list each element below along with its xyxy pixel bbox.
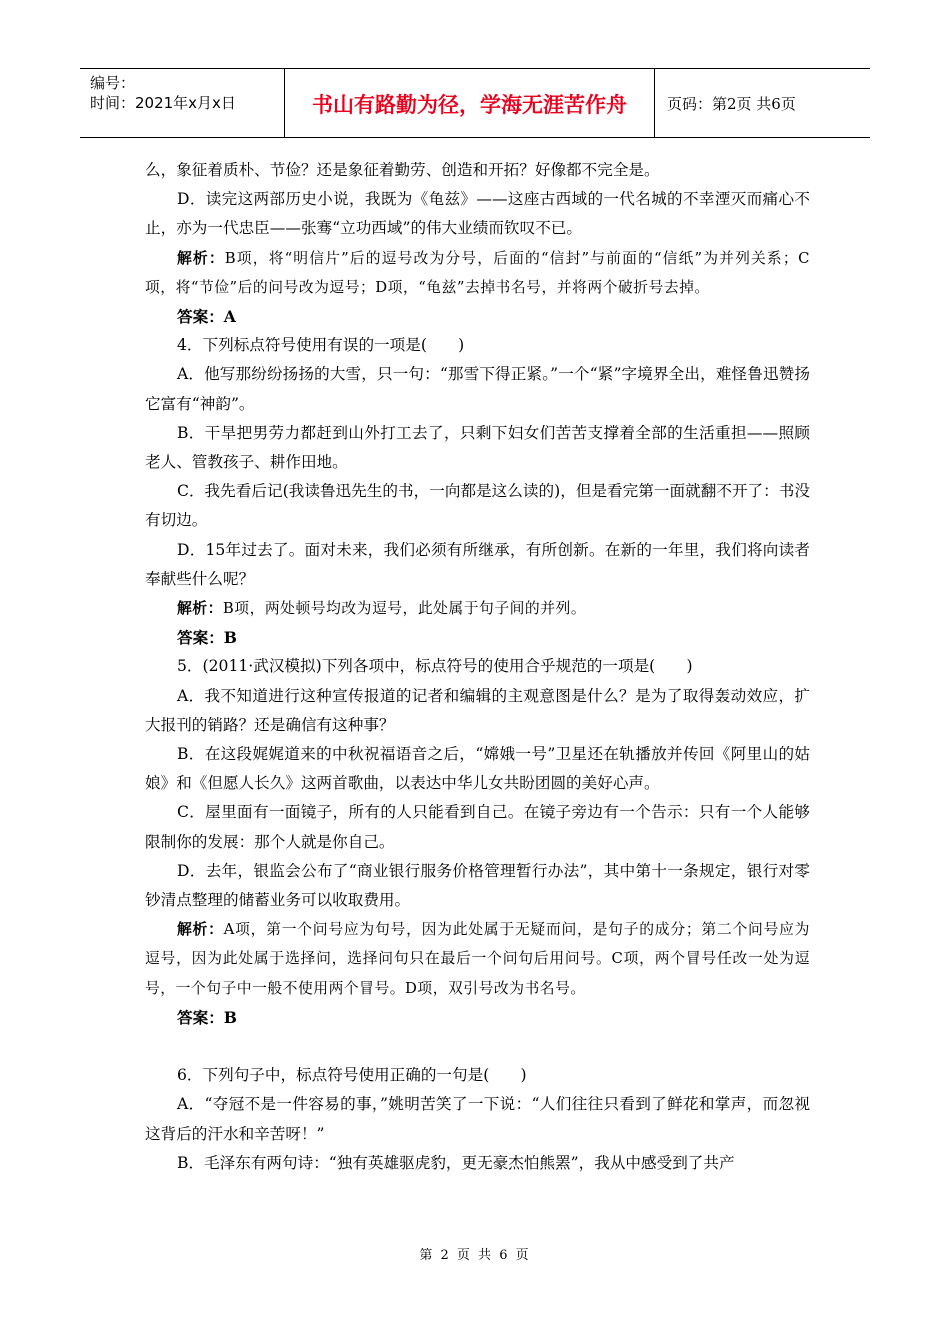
number-label: 编号： (90, 74, 136, 92)
header-page-info: 页码：第2页 共6页 (667, 94, 796, 113)
question-4: 4．下列标点符号使用有误的一项是( ) (177, 336, 465, 355)
analysis-label: 解析： (177, 600, 223, 618)
answer-4: 答案：B (177, 628, 237, 648)
analysis-3 (145, 244, 810, 302)
analysis-4 (145, 594, 810, 623)
analysis-5 (145, 915, 810, 1003)
option-4d: D．15年过去了。面对未来，我们必须有所继承，有所创新。在新的一年里，我们将向读者奉献些什么呢？ (145, 540, 810, 588)
option-5c: C．屋里面有一面镜子，所有的人只能看到自己。在镜子旁边有一个告示：只有一个人能够限制你的发展：那个人就是你自己。 (145, 803, 810, 851)
option-5d: D．去年，银监会公布了“商业银行服务价格管理暂行办法”，其中第十一条规定，银行对零钞清点整理的储蓄业务可以收取费用。 (145, 861, 810, 910)
option-d: D．读完这两部历史小说，我既为《龟兹》——这座古西域的一代名城的不幸湮灭而痛心不止，亦为一代忠臣——张骞“立功西域”的伟大业绩而钦叹不已。 (145, 190, 810, 238)
option-6a: A．“夺冠不是一件容易的事，”姚明苦笑了一下说：“人们往往只看到了鲜花和掌声，而忽视这背后的汗水和辛苦呀！” (145, 1095, 810, 1143)
blank-line (145, 1032, 810, 1061)
page-footer: 第 2 页 共 6 页 (419, 1248, 531, 1263)
option-4b: B．干旱把男劳力都赶到山外打工去了，只剩下妇女们苦苦支撑着全部的生活重担——照顾老人、管教孩子、耕作田地。 (145, 423, 810, 472)
option-4a: A．他写那纷纷扬扬的大雪，只一句：“那雪下得正紧。”一个“紧”字境界全出，难怪鲁迅赞扬它富有“神韵”。 (145, 365, 810, 413)
question-6: 6．下列句子中，标点符号使用正确的一句是( ) (177, 1066, 527, 1085)
analysis-text: B项，将“明信片”后的逗号改为分号，后面的“信封”与前面的“信纸”为并列关系；C项，将“节俭”后的问号改为逗号；D项，“龟兹”去掉书名号，并将两个破折号去掉。 (145, 249, 810, 296)
header-meta (80, 69, 284, 137)
analysis-text: B项，两处顿号均改为逗号，此处属于句子间的并列。 (222, 600, 587, 618)
option-5a: A．我不知道进行这种宣传报道的记者和编辑的主观意图是什么？是为了取得轰动效应，扩大报刊的销路？还是确信有这种事？ (145, 686, 810, 734)
question-5: 5．(2011·武汉模拟)下列各项中，标点符号的使用合乎规范的一项是( ) (177, 657, 693, 676)
header-table (80, 68, 870, 138)
time-label: 时间：2021年x月x日 (90, 94, 236, 112)
option-4c: C．我先看后记(我读鲁迅先生的书，一向都是这么读的)，但是看完第一面就翻不开了：书没有切边。 (145, 482, 810, 530)
answer-3: 答案：A (177, 307, 236, 327)
option-5b: B．在这段娓娓道来的中秋祝福语音之后，“嫦娥一号”卫星还在轨播放并传回《阿里山的姑娘》和《但愿人长久》这两首歌曲，以表达中华儿女共盼团圆的美好心声。 (145, 745, 810, 793)
analysis-label: 解析： (177, 921, 224, 939)
header-motto: 书山有路勤为径，学海无涯苦作舟 (284, 69, 655, 137)
document-body (145, 156, 810, 1178)
text-line: 么，象征着质朴、节俭？还是象征着勤劳、创造和开拓？好像都不完全是。 (145, 161, 660, 179)
option-6b: B．毛泽东有两句诗：“独有英雄驱虎豹，更无豪杰怕熊罴”，我从中感受到了共产 (177, 1153, 735, 1172)
analysis-label: 解析： (177, 249, 225, 267)
answer-5: 答案：B (177, 1007, 237, 1027)
analysis-text: A项，第一个问号应为句号，因为此处属于无疑而问，是句子的成分；第二个问号应为逗号，因为此处属于选择问，选择问句只在最后一个问句后用问号。C项，两个冒号任改一处为逗号，一个句子中一般不使用两个冒号。D项，双引号改为书名号。 (145, 921, 810, 997)
